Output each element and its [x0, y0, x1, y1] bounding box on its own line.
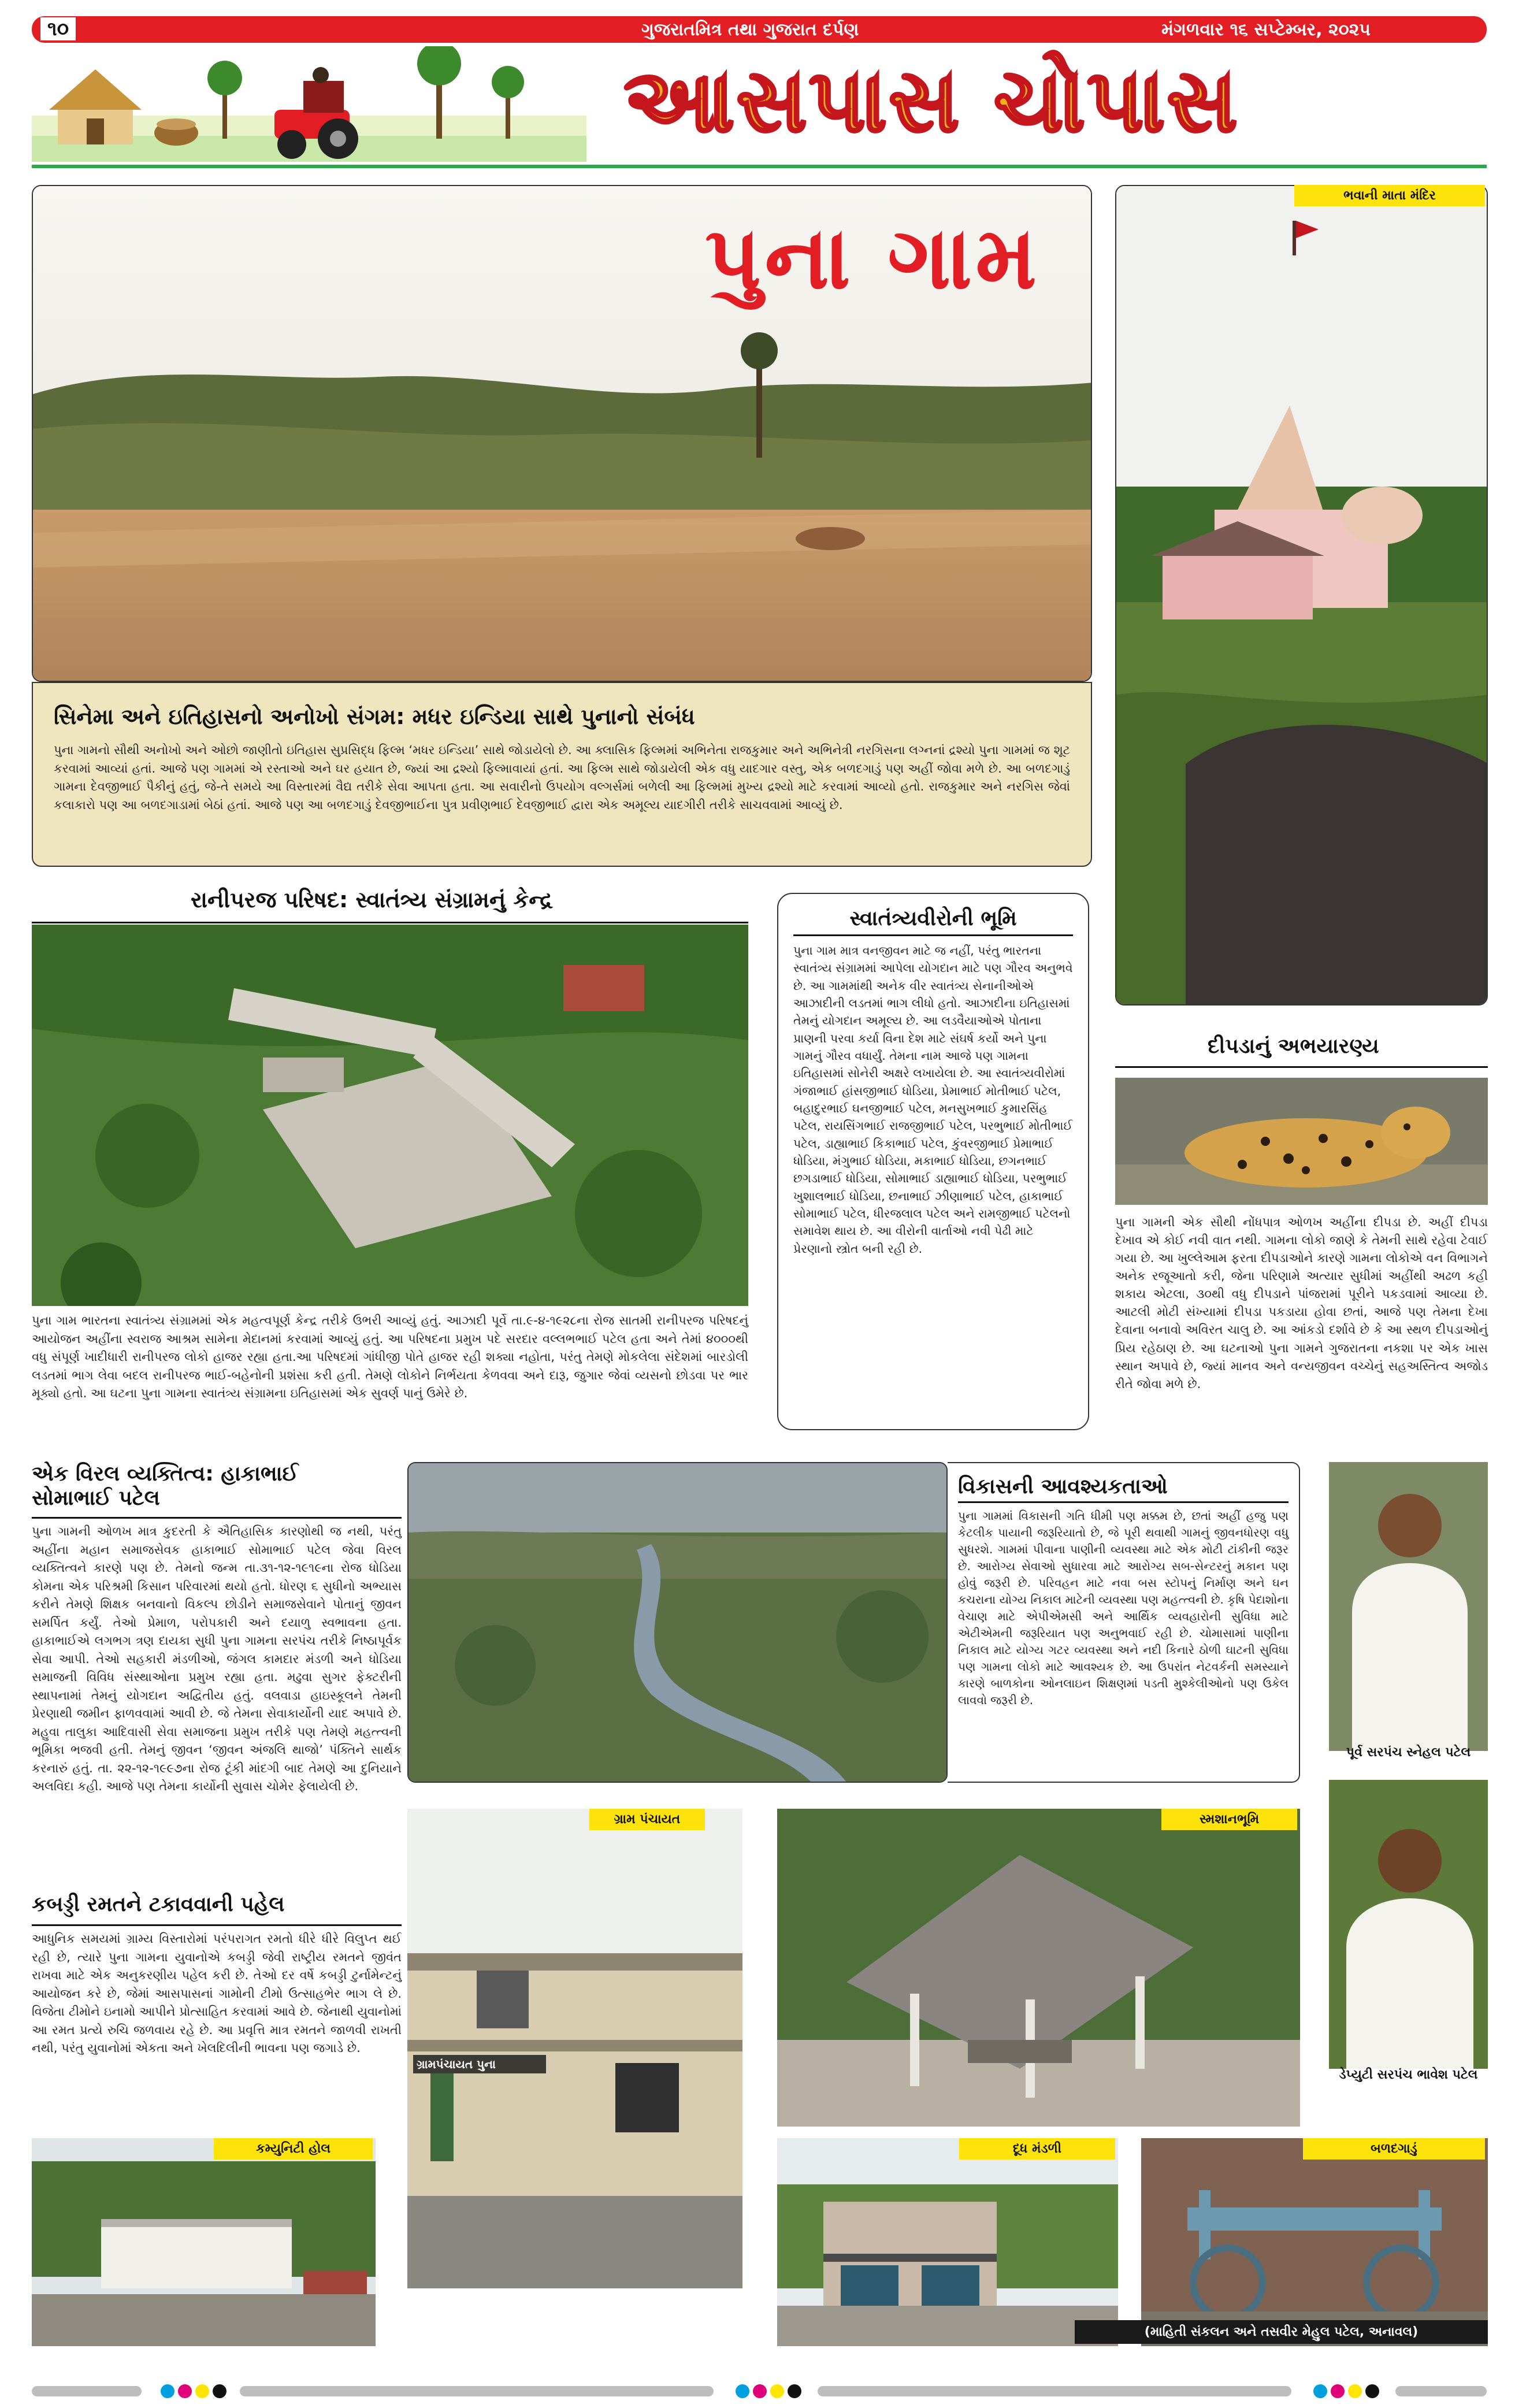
- panchayat-tag: ગ્રામ પંચાયત: [589, 1809, 705, 1830]
- masthead-divider: [32, 165, 1487, 168]
- kabaddi-headline: કબડ્ડી રમતને ટકાવવાની પહેલ: [32, 1893, 285, 1916]
- ranipraj-body-wrap: [32, 1312, 748, 1403]
- community-hall-photo: [32, 2138, 376, 2346]
- panchayat-sign: ગ્રામપંચાયત પુના: [413, 2055, 546, 2073]
- person-headline-line2: સોમાભાઈ પટેલ: [32, 1486, 160, 1510]
- ranipraj-rule: [32, 922, 748, 923]
- dudh-mandli-tag: દૂધ મંડળી: [959, 2138, 1115, 2160]
- leopard-rule: [1115, 1066, 1488, 1068]
- ranipraj-headline: રાનીપરજ પરિષદ: સ્વાતંત્ર્ય સંગ્રામનું કેન્દ્ર: [191, 887, 553, 912]
- sarpanch-photo: [1329, 1462, 1488, 1751]
- baladgadu-photo: [1141, 2138, 1488, 2346]
- baladgadu-tag: બળદગાડું: [1303, 2138, 1485, 2160]
- crematorium-shed-icon: [777, 1809, 1300, 2127]
- deputy-photo: [1329, 1780, 1488, 2069]
- dairy-building-icon: [777, 2138, 1118, 2346]
- development-headline: વિકાસની આવશ્યકતાઓ: [958, 1475, 1168, 1498]
- farm-scene-icon: [32, 46, 586, 162]
- person-rule: [32, 1517, 402, 1519]
- leopard-body-wrap: [1115, 1214, 1488, 1393]
- sarpanch-caption: પૂર્વ સરપંચ સ્નેહલ પટેલ: [1346, 1745, 1471, 1760]
- photo-credit: (માહિતી સંકલન અને તસવીર મેહુલ પટેલ, અનાવલ): [1075, 2320, 1488, 2344]
- cinema-box: [32, 682, 1092, 867]
- registration-marks-icon: [32, 2384, 1487, 2399]
- hero-title: પુના ગામ: [705, 208, 1041, 309]
- person-body: પુના ગામની ઓળખ માત્ર કુદરતી કે ઐતિહાસિક કારણોથી જ નથી, પરંતુ અહીંના મહાન સમાજસેવક હાકાભાઈ સોમાભાઈ પટેલ જેવા વિરલ વ્યક્તિત્વને કારણે પણ છે. તેમનો જન્મ તા.૩૧-૧૨-૧૯૧૯ના રોજ ધોડિયા કોમના એક પરિશ્રમી કિસાન પરિવારમાં થયો હતો. ધોરણ ૬ સુધીનો અભ્યાસ કરીને તેમણે શિક્ષક બનવાનો વિકલ્પ છોડીને સમાજસેવાને પોતાનું જીવન સમર્પિત કર્યું. તેઓ પ્રેમાળ, પરોપકારી અને દયાળુ સ્વભાવના હતા. હાકાભાઈએ લગભગ ત્રણ દાયકા સુધી પુના ગામના સરપંચ તરીકે નિષ્ઠાપૂર્વક સેવા આપી. તેઓ સહકારી મંડળીઓ, જંગલ કામદાર મંડળી અને ધોડિયા સમાજની વિવિધ સંસ્થાઓના પ્રમુખ રહ્યા હતા. મઢુવા સુગર ફેક્ટરીની સ્થાપનામાં તેમનું યોગદાન અદ્વિતીય હતું. વલવાડા હાઇસ્કૂલને તેમની પ્રેરણાથી જમીન ફાળવવામાં આવી છે. જે તેમના સેવાકાર્યોની યાદ અપાવે છે. મહુવા તાલુકા આદિવાસી સેવા સમાજના પ્રમુખ તરીકે પણ તેમણે મહત્ત્વની ભૂમિકા ભજવી હતી. તેમનું જીવન ‘જીવન અંજલિ થાજો’ પંક્તિને સાર્થક કરનારું હતું. તા. ૨૨-૧૨-૧૯૯૭ના રોજ ટૂંકી માંદગી બાદ તેમણે આ દુનિયાને અલવિદા કહી. આજે પણ તેમના કાર્યોની સુવાસ ચોમેર ફેલાયેલી છે.: [32, 1524, 402, 1793]
- development-body: પુના ગામમાં વિકાસની ગતિ ધીમી પણ મક્કમ છે, છતાં અહીં હજુ પણ કેટલીક પાયાની જરૂરિયાતો છે, જે પૂરી થવાથી ગામનું જીવનધોરણ વધુ સુધરશે. ગામમાં પીવાના પાણીની વ્યવસ્થા માટે એક મોટી ટાંકીની જરૂર છે. આરોગ્ય સેવાઓ સુધારવા માટે આરોગ્ય સબ-સેન્ટરનું મકાન પણ હોવું જરૂરી છે. પરિવહન માટે નવા બસ સ્ટોપનું નિર્માણ અને ઘન કચરાના યોગ્ય નિકાલ માટેની વ્યવસ્થા પણ મહત્ત્વની છે. કૃષિ પેદાશોના વેચાણ માટે એપીએમસી અને આર્થિક વ્યવહારોની સુવિધા માટે એટીએમની જરૂરિયાત પણ અનુભવાઈ રહી છે. ચોમાસામાં પાણીના નિકાલ માટે યોગ્ય ગટર વ્યવસ્થા અને નદી કિનારે ઠોળી ઘાટની સુવિધા પણ ગામના લોકો માટે આવશ્યક છે. આ ઉપરાંત નેટવર્કની સમસ્યાને કારણે બાળકોના ઓનલાઇન શિક્ષણમાં પડતી મુશ્કેલીઓનો પણ ઉકેલ લાવવો જરૂરી છે.: [958, 1509, 1289, 1707]
- issue-date: મંગળવાર ૧૬ સપ્ટેમ્બર, ૨૦૨૫: [1161, 20, 1371, 40]
- page-number: ૧૦: [40, 17, 76, 40]
- river-aerial-icon: [409, 1463, 948, 1783]
- leopard-body: પુના ગામની એક સૌથી નોંધપાત્ર ઓળખ અહીંના દીપડા છે. અહીં દીપડા દેખાવ એ કોઈ નવી વાત નથી. ગામના લોકો જાણે કે તેમની સાથે રહેવા ટેવાઈ ગયા છે. આ ખુલ્લેઆમ ફરતા દીપડાઓને કારણે ગામના લોકોએ વન વિભાગને અનેક રજૂઆતો કરી, જેના પરિણામે અત્યાર સુધીમાં અહીંથી અઢળ કહી શકાય એટલા, ૩૦થી વધુ દીપડાને પાંજરામાં પૂરીને પકડવામાં આવ્યા છે. આટલી મોટી સંખ્યામાં દીપડા પકડાયા હોવા છતાં, આજે પણ તેમના દેખા દેવાના બનાવો અવિરત ચાલુ છે. આ આંકડો દર્શાવે છે કે આ સ્થળ દીપડાઓનું પ્રિય રહેઠાણ છે. આ ઘટનાઓ પુના ગામને ગુજરાતના નકશા પર એક ખાસ સ્થાન અપાવે છે, જ્યાં માનવ અને વન્યજીવન વચ્ચેનું સહઅસ્તિત્વ અજોડ રીતે જોવા મળે છે.: [1115, 1215, 1488, 1391]
- community-hall-tag: કમ્યુનિટી હોલ: [214, 2138, 373, 2160]
- kabaddi-body: આધુનિક સમયમાં ગ્રામ્ય વિસ્તારોમાં પરંપરાગત રમતો ધીરે ધીરે વિલુપ્ત થઈ રહી છે, ત્યારે પુના ગામના યુવાનોએ કબડ્ડી જેવી રાષ્ટ્રીય રમતને જીવંત રાખવા માટે એક અનુકરણીય પહેલ કરી છે. તેઓ દર વર્ષે કબડ્ડી ટુર્નામેન્ટનું આયોજન કરે છે, જેમાં આસપાસનાં ગામોની ટીમો ઉત્સાહભેર ભાગ લે છે. વિજેતા ટીમોને ઇનામો આપીને પ્રોત્સાહિત કરવામાં આવે છે. જેનાથી યુવાનોમાં આ રમત પ્રત્યે રુચિ જળવાય રહે છે. આ પ્રવૃત્તિ માત્ર રમતને જાળવી રાખતી નથી, પરંતુ યુવાનોમાં એકતા અને ખેલદિલીની ભાવના પણ જગાડે છે.: [32, 1932, 402, 2055]
- ranipraj-aerial-photo: [32, 925, 748, 1306]
- temple-photo: [1115, 185, 1488, 1006]
- kabaddi-rule: [32, 1924, 402, 1926]
- dudh-mandli-photo: [777, 2138, 1118, 2346]
- person-body-wrap: [32, 1523, 402, 1796]
- person-portrait-icon: [1329, 1462, 1488, 1751]
- leopard-headline: દીપડાનું અભયારણ્ય: [1208, 1034, 1379, 1058]
- masthead-illustration: [32, 46, 586, 162]
- masthead-title: આસપાસ ચોપાસ: [624, 51, 1240, 151]
- development-box: [948, 1462, 1300, 1783]
- freedom-box: [777, 893, 1089, 1430]
- person-portrait-icon: [1329, 1780, 1488, 2069]
- deputy-caption: ડેપ્યુટી સરપંચ ભાવેશ પટેલ: [1339, 2068, 1478, 2082]
- temple-icon: [1116, 186, 1488, 1006]
- ranipraj-body: પુના ગામ ભારતના સ્વાતંત્ર્ય સંગ્રામમાં એક મહત્વપૂર્ણ કેન્દ્ર તરીકે ઉભરી આવ્યું હતું. આઝાદી પૂર્વે તા.૯-૪-૧૯૨૮ના રોજ સાતમી રાનીપરજ પરિષદનું આયોજન અહીંના સ્વરાજ આશ્રમ સામેના મેદાનમાં કરવામાં આવ્યું હતું. આ પરિષદના પ્રમુખ પદે સરદાર વલ્લભભાઈ પટેલ હતા અને તેમાં ૪૦૦૦થી વધુ સંપૂર્ણ ખાદીધારી રાનીપરજ લોકો હાજર રહ્યા હતા.આ પરિષદમાં ગાંધીજી પોતે હાજર રહી શક્યા નહોતા, પરંતુ તેમણે મોકલેલા સંદેશમાં બારડોલી લડતમાં ભાગ લેવા બદલ રાનીપરજ ભાઈ-બહેનોની પ્રશંસા કરી હતી. તેમણે લોકોને નિર્ભયતા કેળવવા અને દારૂ, જુગાર જેવાં વ્યસનો છોડવા પર ભાર મૂક્યો હતો. આ ઘટના પુના ગામના સ્વાતંત્ર્ય સંગ્રામના ઇતિહાસમાં એક સુવર્ણ પાનું ઉમેરે છે.: [32, 1314, 748, 1400]
- smashan-tag: સ્મશાનભૂમિ: [1161, 1809, 1297, 1830]
- freedom-rule: [793, 934, 1073, 936]
- panchayat-photo: [407, 1809, 742, 2288]
- person-headline: [32, 1462, 402, 1511]
- kabaddi-body-wrap: [32, 1930, 402, 2058]
- river-aerial-photo: [407, 1462, 948, 1783]
- school-aerial-icon: [32, 925, 748, 1306]
- footer-strip: [32, 2384, 1487, 2399]
- leopard-photo: [1115, 1078, 1488, 1205]
- freedom-headline: સ્વાતંત્ર્યવીરોની ભૂમિ: [849, 907, 1017, 930]
- person-headline-line1: એક વિરલ વ્યક્તિત્વ: હાકાભાઈ: [32, 1462, 299, 1486]
- leopard-icon: [1115, 1078, 1488, 1205]
- panchayat-building-icon: [407, 1809, 742, 2288]
- bullock-cart-icon: [1141, 2138, 1488, 2346]
- cinema-headline: સિનેમા અને ઇતિહાસનો અનોખો સંગમ: મધર ઇન્ડિયા સાથે પુનાનો સંબંધ: [54, 704, 695, 729]
- cinema-body: પુના ગામનો સૌથી અનોખો અને ઓછો જાણીતો ઇતિહાસ સુપ્રસિદ્ધ ફિલ્મ ‘મધર ઇન્ડિયા’ સાથે જોડાયેલો છે. આ ક્લાસિક ફિલ્મમાં અભિનેતા રાજકુમાર અને અભિનેત્રી નરગિસના લગ્નનાં દ્રશ્યો પુના ગામમાં જ શૂટ કરવામાં આવ્યાં હતાં. આજે પણ ગામમાં એ રસ્તાઓ અને ઘર હયાત છે, જ્યાં આ દ્રશ્યો ફિલ્માવાયાં હતાં. આ ફિલ્મ સાથે જોડાયેલી એક વધુ યાદગાર વસ્તુ, એક બળદગાડું પણ અહીં જોવા મળે છે. આ બળદગાડું ગામના દેવજીભાઈ પૈકીનું હતું, જે-તે સમયે આ વિસ્તારમાં વૈદ્ય તરીકે સેવા આપતા હતા. આ સવારીનો ઉપયોગ વલ્ગર્સમાં બળેલી આ ફિલ્મમાં મુખ્ય દ્રશ્યો માટે કરવામાં આવ્યો હતો. રાજકુમાર અને નરગિસ જેવાં કલાકારો પણ આ બળદગાડામાં બેઠાં હતાં. આજે પણ આ બળદગાડું દેવજીભાઈના પુત્ર પ્રવીણભાઈ દેવજીભાઈ દ્વારા એક અમૂલ્ય યાદગીરી તરીકે સાચવવામાં આવ્યું છે.: [54, 743, 1070, 812]
- smashan-photo: [777, 1809, 1300, 2127]
- development-rule: [958, 1501, 1289, 1503]
- community-hall-icon: [32, 2138, 376, 2346]
- newspaper-line: ગુજરાતમિત્ર તથા ગુજરાત દર્પણ: [641, 20, 859, 40]
- temple-tag: ભવાની માતા મંદિર: [1294, 185, 1485, 206]
- freedom-body: પુના ગામ માત્ર વનજીવન માટે જ નહીં, પરંતુ ભારતના સ્વાતંત્ર્ય સંગ્રામમાં આપેલા યોગદાન માટે પણ ગૌરવ અનુભવે છે. આ ગામમાંથી અનેક વીર સ્વાતંત્ર્ય સેનાનીઓએ આઝાદીની લડતમાં ભાગ લીધો હતો. આઝાદીના ઇતિહાસમાં તેમનું યોગદાન અમૂલ્ય છે. આ લડવૈયાઓએ પોતાના પ્રાણની પરવા કર્યા વિના દેશ માટે સંઘર્ષ કર્યો અને પુના ગામનું ગૌરવ વધાર્યું. તેમના નામ આજે પણ ગામના ઇતિહાસમાં સોનેરી અક્ષરે લખાયેલા છે. આ સ્વાતંત્ર્યવીરોમાં ગંજાભાઈ હાંસજીભાઈ ધોડિયા, પ્રેમાભાઈ મોતીભાઈ પટેલ, બહાદુરભાઈ ઘનજીભાઈ પટેલ, મનસુખભાઈ કુમારસિંહ પટેલ, રાયસિંગભાઈ રાજજીભાઈ પટેલ, પરભુભાઈ મોતીભાઈ પટેલ, ડાહ્યાભાઈ કિકાભાઈ પટેલ, કુંવરજીભાઈ પ્રેમાભાઈ ધોડિયા, મંગુભાઈ ધોડિયા, મકાભાઈ ધોડિયા, છગનભાઈ છગડાભાઈ ધોડિયા, સોમાભાઈ ડાહ્યાભાઈ ધોડિયા, પરભુભાઈ ખુશાલભાઈ ધોડિયા, છનાભાઈ ઝીણાભાઈ પટેલ, હાકાભાઈ સોમાભાઈ પટેલ, ધીરજલાલ પટેલ અને રામજીભાઈ પટેલનો સમાવેશ થાય છે. આ વીરોની વાર્તાઓ નવી પેઢી માટે પ્રેરણાનો સ્ત્રોત બની રહી છે.: [793, 944, 1073, 1256]
